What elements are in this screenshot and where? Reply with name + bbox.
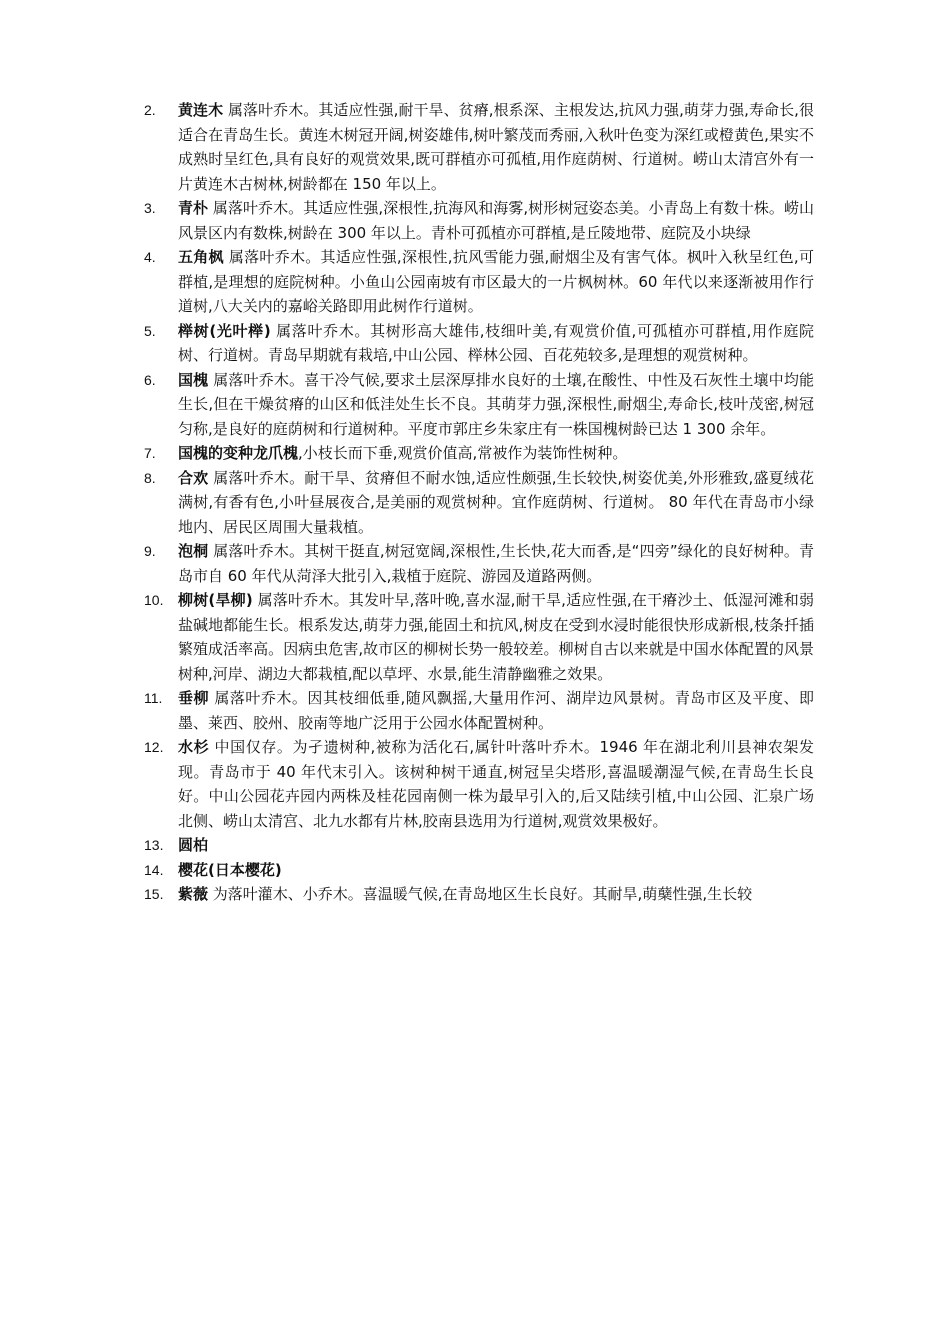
item-number: 7. <box>144 445 156 461</box>
item-body <box>178 858 814 883</box>
item-text: ,小枝长而下垂,观赏价值高,常被作为装饰性树种。 <box>298 444 628 462</box>
item-text: 属落叶乔木。其适应性强,深根性,抗海风和海雾,树形树冠姿态美。小青岛上有数十株。崂山风景区内有数株,树龄在 300 年以上。青朴可孤植亦可群植,是丘陵地带、庭院及小块绿 <box>178 199 814 242</box>
item-body <box>178 466 814 540</box>
item-text: 中国仅存。为孑遗树种,被称为活化石,属针叶落叶乔木。1946 年在湖北利川县神农架发现。青岛市于 40 年代末引入。该树种树干通直,树冠呈尖塔形,喜温暖潮湿气候,在青岛生长良好。中山公园花卉园内两株及桂花园南侧一株为最早引入的,后又陆续引植,中山公园、汇泉广场北侧、崂山太清宫、北九水都有片林,胶南县选用为行道树,观赏效果极好。 <box>178 738 814 830</box>
tree-name: 国槐的变种龙爪槐 <box>178 444 299 462</box>
tree-name: 黄连木 <box>178 101 224 119</box>
item-number: 15. <box>144 886 164 902</box>
tree-name: 圆柏 <box>178 836 209 854</box>
tree-name: 青朴 <box>178 199 209 217</box>
item-body <box>178 882 814 907</box>
list-item <box>144 466 814 540</box>
item-body <box>178 368 814 442</box>
item-body <box>178 588 814 686</box>
document-page <box>144 98 814 907</box>
tree-name: 榉树(光叶榉) <box>178 321 271 340</box>
list-item <box>144 441 814 466</box>
list-item <box>144 98 814 196</box>
list-item <box>144 319 814 368</box>
item-text: 属落叶乔木。其树干挺直,树冠宽阔,深根性,生长快,花大而香,是“四旁”绿化的良好树种。青岛市自 60 年代从菏泽大批引入,栽植于庭院、游园及道路两侧。 <box>178 542 814 585</box>
item-body <box>178 98 814 196</box>
list-item <box>144 735 814 833</box>
item-text: 为落叶灌木、小乔木。喜温暖气候,在青岛地区生长良好。其耐旱,萌蘖性强,生长较 <box>208 885 753 903</box>
item-body <box>178 196 814 245</box>
item-number: 13. <box>144 837 164 853</box>
item-body <box>178 245 814 319</box>
item-number: 12. <box>144 739 164 755</box>
item-text: 属落叶乔木。因其枝细低垂,随风飘摇,大量用作河、湖岸边风景树。青岛市区及平度、即墨、莱西、胶州、胶南等地广泛用于公园水体配置树种。 <box>178 689 814 732</box>
list-item <box>144 245 814 319</box>
list-item <box>144 539 814 588</box>
tree-name: 紫薇 <box>178 885 209 903</box>
item-number: 10. <box>144 592 164 608</box>
list-item <box>144 588 814 686</box>
item-text: 属落叶乔木。其发叶早,落叶晚,喜水湿,耐干旱,适应性强,在干瘠沙土、低湿河滩和弱盐碱地都能生长。根系发达,萌芽力强,能固土和抗风,树皮在受到水浸时能很快形成新根,枝条扦插繁殖成活率高。因病虫危害,故市区的柳树长势一般较差。柳树自古以来就是中国水体配置的风景树种,河岸、湖边大都栽植,配以草坪、水景,能生清静幽雅之效果。 <box>178 591 814 683</box>
item-number: 8. <box>144 469 156 486</box>
item-text: 属落叶乔木。喜干冷气候,要求土层深厚排水良好的土壤,在酸性、中性及石灰性土壤中均能生长,但在干燥贫瘠的山区和低洼处生长不良。其萌芽力强,深根性,耐烟尘,寿命长,枝叶茂密,树冠匀称,是良好的庭荫树和行道树种。平度市郭庄乡朱家庄有一株国槐树龄已达 1 300 余年。 <box>178 370 814 438</box>
item-text: 属落叶乔木。耐干旱、贫瘠但不耐水蚀,适应性颇强,生长较快,树姿优美,外形雅致,盛夏绒花满树,有香有色,小叶昼展夜合,是美丽的观赏树种。宜作庭荫树、行道树。 80 年代在青岛市小绿地内、居民区周围大量栽植。 <box>178 468 814 536</box>
item-number: 6. <box>144 371 156 388</box>
tree-name: 国槐 <box>178 370 209 389</box>
tree-name: 水杉 <box>178 738 210 756</box>
item-body <box>178 441 814 466</box>
item-text: 属落叶乔木。其适应性强,深根性,抗风雪能力强,耐烟尘及有害气体。枫叶入秋呈红色,可群植,是理想的庭院树种。小鱼山公园南坡有市区最大的一片枫树林。60 年代以来逐渐被用作行道树,八大关内的嘉峪关路即用此树作行道树。 <box>178 248 814 315</box>
item-text: 属落叶乔木。其树形高大雄伟,枝细叶美,有观赏价值,可孤植亦可群植,用作庭院树、行道树。青岛早期就有栽培,中山公园、榉林公园、百花苑较多,是理想的观赏树种。 <box>178 321 814 364</box>
list-item <box>144 882 814 907</box>
item-number: 4. <box>144 249 156 265</box>
item-number: 11. <box>144 690 163 706</box>
item-body <box>178 539 814 588</box>
list-item <box>144 196 814 245</box>
list-item <box>144 833 814 858</box>
item-number: 2. <box>144 102 156 118</box>
item-body <box>178 319 814 368</box>
item-number: 3. <box>144 200 156 216</box>
tree-name: 垂柳 <box>178 689 210 707</box>
item-body <box>178 833 814 858</box>
tree-name: 樱花(日本樱花) <box>178 860 282 879</box>
tree-name: 五角枫 <box>178 248 224 266</box>
item-number: 5. <box>144 322 156 339</box>
item-body <box>178 686 814 735</box>
tree-name: 柳树(旱柳) <box>178 591 253 609</box>
item-number: 9. <box>144 543 156 559</box>
tree-name: 合欢 <box>178 468 209 487</box>
list-item <box>144 858 814 883</box>
item-body <box>178 735 814 833</box>
item-number: 14. <box>144 861 164 878</box>
tree-name: 泡桐 <box>178 542 209 560</box>
item-text: 属落叶乔木。其适应性强,耐干旱、贫瘠,根系深、主根发达,抗风力强,萌芽力强,寿命长,很适合在青岛生长。黄连木树冠开阔,树姿雄伟,树叶繁茂而秀丽,入秋叶色变为深红或橙黄色,果实不成熟时呈红色,具有良好的观赏效果,既可群植亦可孤植,用作庭荫树、行道树。崂山太清宫外有一片黄连木古树林,树龄都在 150 年以上。 <box>178 101 814 193</box>
list-item <box>144 368 814 442</box>
list-item <box>144 686 814 735</box>
